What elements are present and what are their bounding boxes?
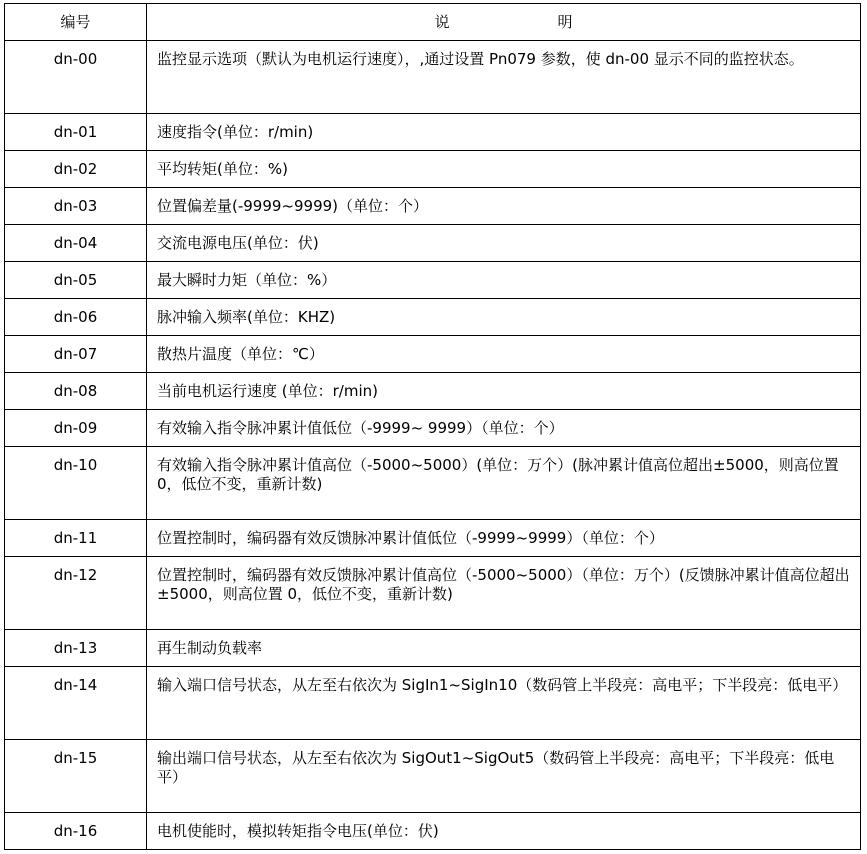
row-code: dn-03 — [5, 188, 147, 225]
row-code: dn-07 — [5, 336, 147, 373]
table-row — [5, 41, 861, 114]
table-row — [5, 114, 861, 151]
row-code: dn-05 — [5, 262, 147, 299]
table-row — [5, 410, 861, 447]
row-description: 位置控制时，编码器有效反馈脉冲累计值低位（-9999~9999）（单位：个） — [147, 520, 861, 557]
row-code: dn-08 — [5, 373, 147, 410]
row-description: 输出端口信号状态，从左至右依次为 SigOut1~SigOut5（数码管上半段亮：高电平；下半段亮：低电平） — [147, 740, 861, 813]
row-code: dn-12 — [5, 557, 147, 630]
row-description: 平均转矩(单位：%) — [147, 151, 861, 188]
header-description — [147, 4, 861, 41]
table-row — [5, 262, 861, 299]
table-row — [5, 813, 861, 850]
row-code: dn-16 — [5, 813, 147, 850]
row-description: 速度指令(单位：r/min) — [147, 114, 861, 151]
row-description: 电机使能时，模拟转矩指令电压(单位：伏) — [147, 813, 861, 850]
row-description: 交流电源电压(单位：伏) — [147, 225, 861, 262]
table-row — [5, 188, 861, 225]
header-description-part2: 明 — [557, 12, 573, 31]
row-description: 位置偏差量(-9999~9999)（单位：个） — [147, 188, 861, 225]
table-row — [5, 336, 861, 373]
table-row — [5, 373, 861, 410]
row-description: 输入端口信号状态，从左至右依次为 SigIn1~SigIn10（数码管上半段亮：高电平；下半段亮：低电平） — [147, 667, 861, 740]
row-code: dn-00 — [5, 41, 147, 114]
row-code: dn-01 — [5, 114, 147, 151]
row-code: dn-11 — [5, 520, 147, 557]
row-code: dn-04 — [5, 225, 147, 262]
row-description: 再生制动负载率 — [147, 630, 861, 667]
table-row — [5, 151, 861, 188]
table-row — [5, 630, 861, 667]
row-code: dn-06 — [5, 299, 147, 336]
row-code: dn-15 — [5, 740, 147, 813]
row-description: 当前电机运行速度 (单位：r/min) — [147, 373, 861, 410]
row-code: dn-02 — [5, 151, 147, 188]
table-row — [5, 520, 861, 557]
header-description-part1: 说 — [434, 12, 450, 31]
table-row — [5, 667, 861, 740]
table-row — [5, 447, 861, 520]
row-code: dn-09 — [5, 410, 147, 447]
parameter-table — [4, 3, 861, 850]
row-description: 最大瞬时力矩（单位：%） — [147, 262, 861, 299]
header-code: 编号 — [5, 4, 147, 41]
row-code: dn-13 — [5, 630, 147, 667]
row-code: dn-14 — [5, 667, 147, 740]
table-row — [5, 299, 861, 336]
row-description: 位置控制时，编码器有效反馈脉冲累计值高位（-5000~5000）（单位：万个）(反馈脉冲累计值高位超出±5000，则高位置 0，低位不变，重新计数) — [147, 557, 861, 630]
table-row — [5, 225, 861, 262]
row-description: 有效输入指令脉冲累计值高位（-5000~5000）(单位：万个）(脉冲累计值高位超出±5000，则高位置 0，低位不变，重新计数) — [147, 447, 861, 520]
row-description: 有效输入指令脉冲累计值低位（-9999~ 9999）（单位：个） — [147, 410, 861, 447]
table-row — [5, 740, 861, 813]
row-description: 脉冲输入频率(单位：KHZ) — [147, 299, 861, 336]
row-code: dn-10 — [5, 447, 147, 520]
table-row — [5, 557, 861, 630]
row-description: 监控显示选项（默认为电机运行速度），,通过设置 Pn079 参数，使 dn-00 显示不同的监控状态。 — [147, 41, 861, 114]
table-header-row — [5, 4, 861, 41]
row-description: 散热片温度（单位：℃） — [147, 336, 861, 373]
